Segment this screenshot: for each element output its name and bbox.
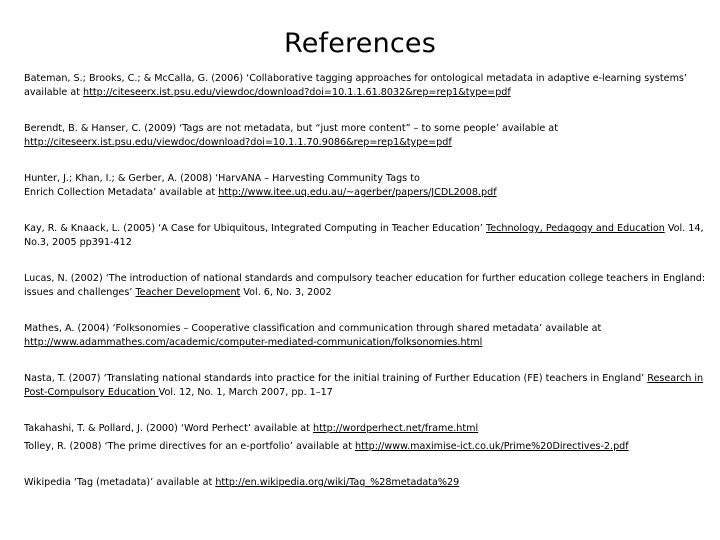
reference-entry xyxy=(24,72,714,100)
reference-line xyxy=(24,236,714,250)
reference-text: Tolley, R. (2008) ‘The prime directives for an e-portfolio’ available at xyxy=(24,441,356,452)
reference-entry xyxy=(24,476,714,490)
reference-source-title: Technology, Pedagogy and Education xyxy=(485,223,665,234)
reference-entry xyxy=(24,222,714,250)
reference-text: Vol. 12, No. 1, March 2007, pp. 1–17 xyxy=(158,387,333,398)
reference-entry xyxy=(24,172,714,200)
reference-entry xyxy=(24,422,714,436)
reference-link[interactable]: http://www.maximise-ict.co.uk/Prime%20Directives-2.pdf xyxy=(355,441,629,452)
reference-text: Nasta, T. (2007) ‘Translating national standards into practice for the initial training of Further Education (FE) teachers in England’ xyxy=(24,373,648,384)
reference-text: No.3, 2005 pp391-412 xyxy=(24,237,132,248)
reference-line xyxy=(24,422,714,436)
reference-source-title: Teacher Development xyxy=(135,287,241,298)
reference-list xyxy=(24,72,714,512)
reference-text: Lucas, N. (2002) ‘The introduction of national standards and compulsory teacher education for further education college teachers in England: xyxy=(24,273,706,284)
reference-line xyxy=(24,286,714,300)
reference-text: Bateman, S.; Brooks, C.; & McCalla, G. (2006) ‘Collaborative tagging approaches for ontological metadata in adaptive e-learning systems’ xyxy=(24,73,687,84)
reference-link[interactable]: http://www.itee.uq.edu.au/~agerber/papers/JCDL2008.pdf xyxy=(218,187,497,198)
reference-source-title: Research in xyxy=(647,373,704,384)
reference-text: Wikipedia ‘Tag (metadata)’ available at xyxy=(24,477,216,488)
reference-text: issues and challenges’ xyxy=(24,287,136,298)
reference-text: available at xyxy=(24,87,84,98)
reference-link[interactable]: http://www.adammathes.com/academic/computer-mediated-communication/folksonomies.html xyxy=(24,337,483,348)
page-title: References xyxy=(283,28,437,59)
reference-line xyxy=(24,222,714,236)
reference-entry xyxy=(24,122,714,150)
reference-text: Enrich Collection Metadata’ available at xyxy=(24,187,219,198)
reference-line xyxy=(24,386,714,400)
reference-line xyxy=(24,336,714,350)
reference-text: Hunter, J.; Khan, I.; & Gerber, A. (2008) ‘HarvANA – Harvesting Community Tags to xyxy=(24,173,420,184)
reference-entry xyxy=(24,372,714,400)
reference-line xyxy=(24,372,714,386)
reference-text: Vol. 6, No. 3, 2002 xyxy=(240,287,332,298)
reference-source-title: Post-Compulsory Education xyxy=(24,387,159,398)
reference-entry xyxy=(24,440,714,454)
reference-entry xyxy=(24,322,714,350)
reference-text: Vol. 14, xyxy=(664,223,704,234)
reference-line xyxy=(24,136,714,150)
reference-line xyxy=(24,72,714,86)
reference-text: Berendt, B. & Hanser, C. (2009) ‘Tags are not metadata, but “just more content” – to some people’ available at xyxy=(24,123,558,134)
reference-link[interactable]: http://en.wikipedia.org/wiki/Tag_%28metadata%29 xyxy=(215,477,460,488)
reference-entry xyxy=(24,272,714,300)
reference-line xyxy=(24,476,714,490)
reference-text: Takahashi, T. & Pollard, J. (2000) ‘Word Perhect’ available at xyxy=(24,423,313,434)
reference-line xyxy=(24,186,714,200)
reference-text: Kay, R. & Knaack, L. (2005) ‘A Case for Ubiquitous, Integrated Computing in Teacher Education’ xyxy=(24,223,486,234)
reference-link[interactable]: http://wordperhect.net/frame.html xyxy=(312,423,479,434)
reference-line xyxy=(24,172,714,186)
reference-line xyxy=(24,440,714,454)
reference-link[interactable]: http://citeseerx.ist.psu.edu/viewdoc/download?doi=10.1.1.61.8032&rep=rep1&type=pdf xyxy=(83,87,511,98)
reference-link[interactable]: http://citeseerx.ist.psu.edu/viewdoc/download?doi=10.1.1.70.9086&rep=rep1&type=pdf xyxy=(24,137,452,148)
reference-line xyxy=(24,86,714,100)
reference-text: Mathes, A. (2004) ‘Folksonomies – Cooperative classification and communication through shared metadata’ available at xyxy=(24,323,602,334)
reference-line xyxy=(24,122,714,136)
reference-line xyxy=(24,272,714,286)
reference-line xyxy=(24,322,714,336)
